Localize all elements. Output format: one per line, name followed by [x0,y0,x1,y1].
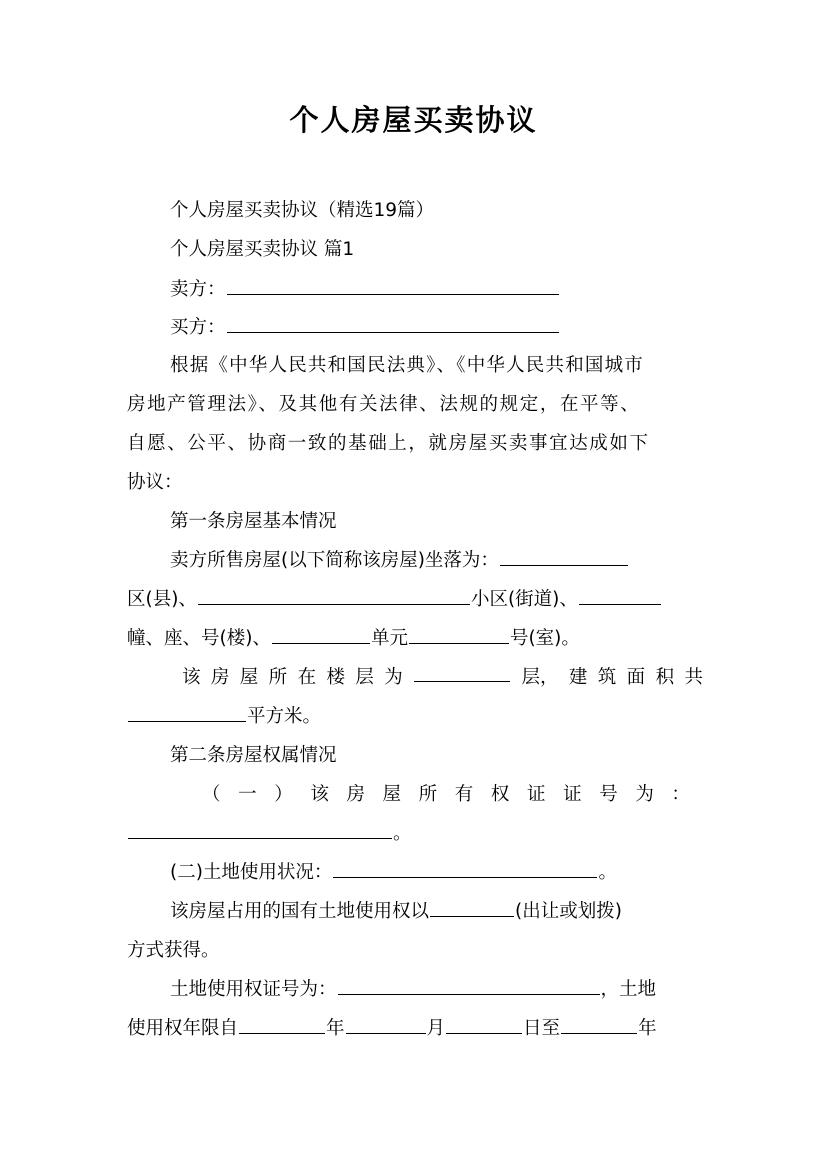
buyer-line [170,313,703,343]
building-label: 幢、座、号(楼)、 [127,628,271,649]
document-title: 个人房屋买卖协议 [289,103,538,137]
land-status-end: 。 [598,862,617,883]
room-blank [409,625,509,644]
text-char: 屋 [382,784,402,805]
text-char: 在 [297,667,317,688]
text-char: 证 [563,784,582,805]
floor-unit: 层， [521,667,559,688]
room-label: 号(室)。 [509,628,580,649]
text-char: 所 [418,784,438,805]
section1-heading: 第一条房屋基本情况 [170,511,337,532]
term-prefix: 使用权年限自 [127,1018,239,1039]
text-char: 房 [210,667,230,688]
text-char: 该 [182,667,201,688]
article-heading: 个人房屋买卖协议 篇1 [170,239,355,260]
month-label: 月 [426,1018,446,1039]
unit-label: 单元 [370,628,408,649]
preamble-line: 自愿、公平、协商一致的基础上，就房屋买卖事宜达成如下 [127,433,650,454]
area-line [127,702,703,732]
text-char: 有 [454,784,474,805]
text-char: 积 [655,667,675,688]
land-right-line [170,897,703,927]
text-char: ： [671,784,690,805]
location-line [170,546,703,576]
community-blank [198,586,470,605]
text-char: 证 [526,784,546,805]
seller-blank [227,276,559,295]
floor-blank [414,663,510,682]
district-label: 区(县)、 [127,589,197,610]
community-label: 小区(街道)、 [470,589,578,610]
cert-blank [128,820,392,839]
text-char: 房 [346,784,365,805]
seller-label: 卖方： [170,279,226,300]
area-blank [128,703,246,722]
text-char: 共 [684,667,703,688]
year-blank [239,1015,325,1034]
land-status-label: (二)土地使用状况： [170,862,333,883]
buyer-blank [227,314,559,333]
month-blank [346,1015,426,1034]
text-char: ） [274,784,293,805]
text-char: 楼 [326,667,345,688]
year2-blank [561,1015,637,1034]
land-cert-blank [338,976,600,995]
land-cert-label: 土地使用权证号为： [170,979,337,1000]
buyer-label: 买方： [170,317,226,338]
land-status-blank [333,859,597,878]
text-char: 建 [568,667,588,688]
preamble-line: 协议： [127,472,183,493]
location-prefix: 卖方所售房屋(以下简称该房屋)坐落为： [170,550,499,571]
text-char: 权 [490,784,510,805]
preamble-line: 房地产管理法》、及其他有关法律、法规的规定，在平等、 [127,394,641,415]
building-blank [579,586,661,605]
floor-line [182,663,703,693]
land-cert-end: ，土地 [600,979,657,1000]
land-status-line [170,858,703,888]
location-blank [500,547,628,566]
text-char: 号 [599,784,618,805]
cert-end: 。 [393,823,412,844]
text-char: 屋 [239,667,259,688]
seller-line [170,275,703,305]
land-right-blank [430,898,514,917]
day-blank [446,1015,522,1034]
land-right-options: (出让或划拨) [515,901,622,922]
text-char: 所 [268,667,288,688]
year2-label: 年 [638,1018,657,1039]
subtitle: 个人房屋买卖协议（精选19篇） [170,200,435,221]
unit-blank [272,625,370,644]
text-char: 面 [626,667,646,688]
preamble-line: 根据《中华人民共和国民法典》、《中华人民共和国城市 [170,355,645,376]
building-line [127,624,703,654]
text-char: （ [202,784,221,805]
land-right-cont: 方式获得。 [127,940,220,961]
text-char: 为 [635,784,654,805]
land-cert-line [170,975,703,1005]
text-char: 层 [355,667,374,688]
cert-blank-line [127,819,703,849]
area-unit: 平方米。 [247,706,322,727]
section2-heading: 第二条房屋权属情况 [170,745,337,766]
land-right-text: 该房屋占用的国有土地使用权以 [170,901,430,922]
year-label: 年 [326,1018,345,1039]
text-char: 为 [384,667,403,688]
text-char: 筑 [597,667,617,688]
term-line [127,1014,703,1044]
district-line [127,585,703,615]
text-char: 该 [310,784,329,805]
text-char: 一 [238,784,257,805]
cert-line [202,780,690,810]
day-to-label: 日至 [523,1018,561,1039]
